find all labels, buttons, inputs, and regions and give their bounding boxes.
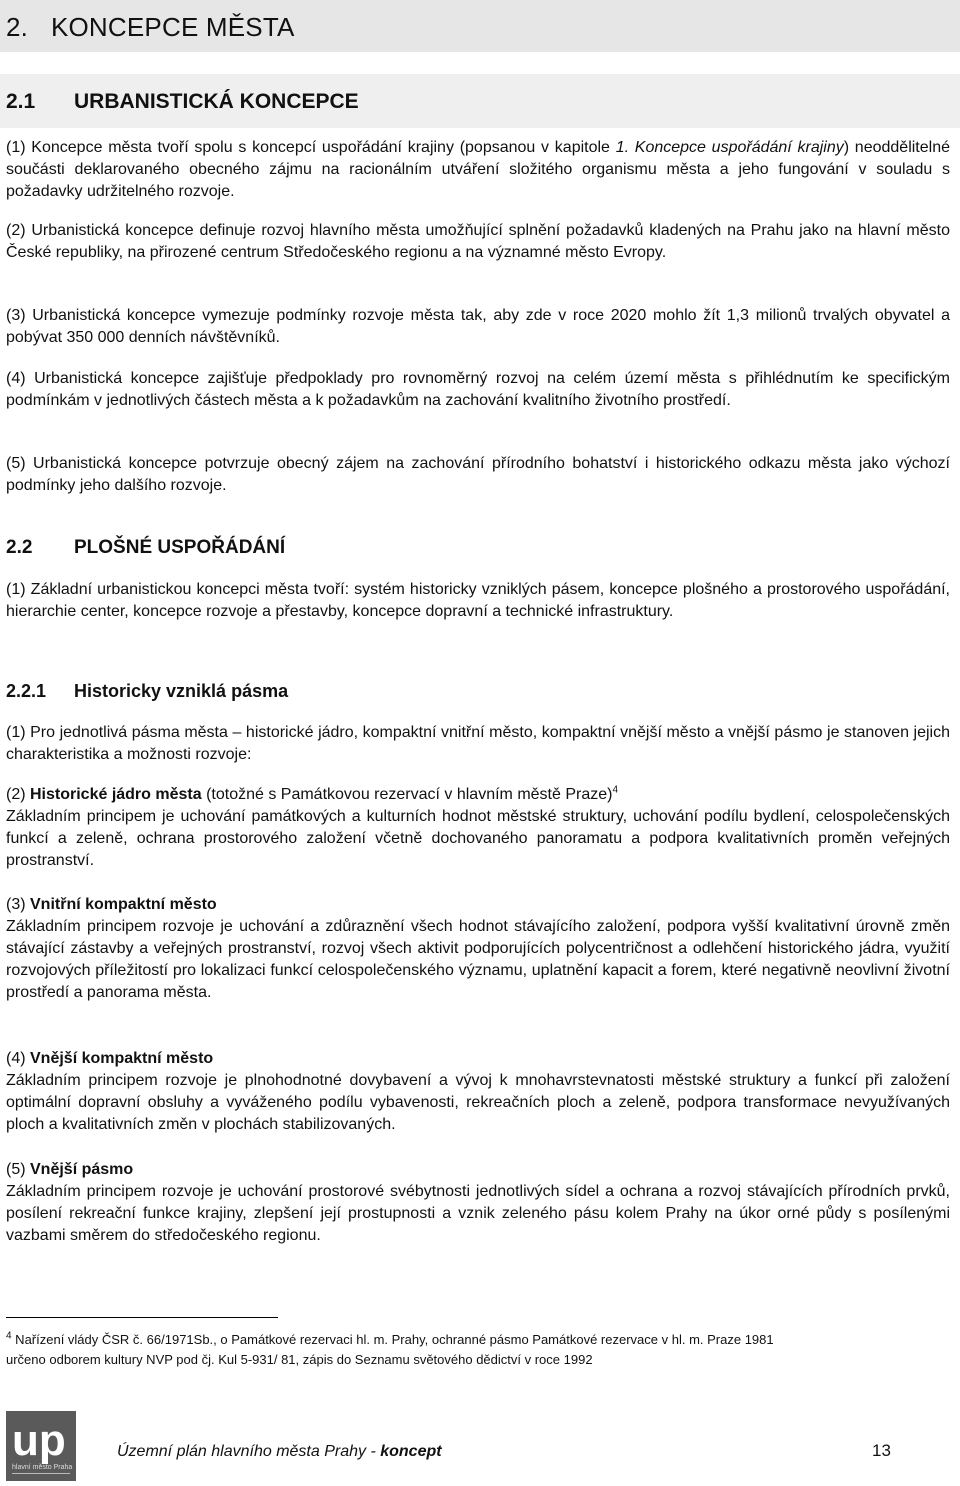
section-heading-2-2 — [6, 535, 285, 561]
footer-title-bold: koncept — [380, 1443, 442, 1460]
paragraph-2-2-1-5 — [6, 1159, 950, 1247]
page-number: 13 — [872, 1441, 891, 1460]
text-run-bold: Vnější kompaktní město — [30, 1050, 214, 1067]
paragraph-2-1-3: (3) Urbanistická koncepce vymezuje podmínky rozvoje města tak, aby zde v roce 2020 mohlo žít 1,3 milionů trvalých obyvatel a pobývat 350 000 denních návštěvníků. — [6, 307, 950, 346]
text-run: (2) — [6, 786, 30, 803]
text-run-italic: 1. Koncepce uspořádání krajiny — [615, 139, 844, 156]
paragraph-2-1-5: (5) Urbanistická koncepce potvrzuje obecný zájem na zachování přírodního bohatství i historického odkazu města jako výchozí podmínky jeho dalšího rozvoje. — [6, 455, 950, 494]
chapter-title: KONCEPCE MĚSTA — [50, 12, 295, 42]
subsection-heading-2-2-1 — [6, 678, 288, 704]
footnote-line-2: určeno odborem kultury NVP pod čj. Kul 5-931/ 81, zápis do Seznamu světového dědictví v roce 1992 — [6, 1352, 593, 1367]
paragraph-lead — [6, 1159, 950, 1181]
footnote-mark: 4 — [6, 1330, 12, 1342]
paragraph-2-1-1 — [6, 137, 950, 203]
paragraph-body: Základním principem rozvoje je plnohodnotné dovybavení a vývoj k mnohavrstevnatosti městské struktury a funkcí při založení optimální dopravní obsluhy a vyváženého podílu vybavenosti, rekreačních ploch a zeleně, podpora transformace nevyužívaných ploch a kvalitativních změn v plochách stabilizovaných. — [6, 1072, 950, 1133]
text-run: (1) Koncepce města tvoří spolu s koncepcí uspořádání krajiny (popsanou v kapitole — [6, 139, 616, 156]
section-number: 2.1 — [6, 90, 36, 113]
up-logo — [6, 1411, 76, 1481]
footnote-line-1 — [6, 1332, 774, 1347]
footer-title-normal: Územní plán hlavního města Prahy - — [117, 1443, 381, 1460]
logo-subtitle: hlavní město Praha — [12, 1464, 73, 1471]
chapter-heading — [0, 0, 960, 52]
paragraph-body: Základním principem rozvoje je uchování a zdůraznění všech hodnot stávajícího založení, podpora vyšší kvalitativní úrovně změn stávající zástavby a veřejných prostranství, rozvoj všech aktivit podporujících polycentričnost a odlehčení historického jádra, využití rozvojových příležitostí pro lokalizaci funkcí celospolečenského významu, uplatnění kapacit a forem, které negativně neovlivní životní prostředí a panorama města. — [6, 918, 950, 1001]
text-run-bold: Vnější pásmo — [30, 1161, 134, 1178]
footnote-text: Nařízení vlády ČSR č. 66/1971Sb., o Památkové rezervaci hl. m. Prahy, ochranné pásmo Památkové rezervace v hl. m. Praze 1981 — [11, 1332, 774, 1347]
paragraph-2-2-1-3 — [6, 894, 950, 1004]
paragraph-2-1-4: (4) Urbanistická koncepce zajišťuje předpoklady pro rovnoměrný rozvoj na celém území města s přihlédnutím ke specifickým podmínkám v jednotlivých částech města a k požadavkům na zachování kvalitního životního prostředí. — [6, 370, 950, 409]
text-run: ) neoddělitelné součásti deklarovaného obecného zájmu na racionálním utváření složitého organismu města a jeho fungování v souladu s požadavky udržitelného rozvoje. — [6, 139, 951, 200]
section-number: 2.2 — [6, 537, 33, 558]
text-run: (4) — [6, 1050, 30, 1067]
footnote-divider — [6, 1317, 278, 1318]
logo-mark: up — [12, 1416, 66, 1465]
paragraph-2-2-1-2 — [6, 784, 950, 872]
paragraph-lead — [6, 784, 950, 806]
text-run-bold: Vnitřní kompaktní město — [30, 896, 217, 913]
text-run: (5) — [6, 1161, 30, 1178]
paragraph-body: Základním principem je uchování památkových a kulturních hodnot městské struktury, uchování podílu bydlení, celospolečenských funkcí a zeleně, ochrana prostorového založení včetně dochovaného panoramatu a podpora kvalitativních proměn veřejných prostranství. — [6, 808, 950, 869]
paragraph-2-2-1-1: (1) Pro jednotlivá pásma města – historické jádro, kompaktní vnitřní město, kompaktní vnější město a vnější pásmo je stanoven jejich charakteristika a možnosti rozvoje: — [6, 724, 950, 763]
footnote — [6, 1330, 950, 1370]
paragraph-lead — [6, 1048, 950, 1070]
paragraph-lead — [6, 894, 950, 916]
paragraph-2-2-1: (1) Základní urbanistickou koncepci města tvoří: systém historicky vzniklých pásem, koncepce plošného a prostorového uspořádání, hierarchie center, koncepce rozvoje a přestavby, koncepce dopravní a technické infrastruktury. — [6, 581, 950, 620]
footer-document-title — [117, 1443, 442, 1461]
up-logo-graphic — [6, 1411, 76, 1481]
section-heading-2-1 — [0, 74, 960, 128]
chapter-number: 2. — [6, 12, 29, 42]
section-title: URBANISTICKÁ KONCEPCE — [74, 90, 359, 113]
text-run-bold: Historické jádro města — [30, 786, 202, 803]
text-run: (3) — [6, 896, 30, 913]
subsection-title: Historicky vzniklá pásma — [74, 681, 289, 701]
paragraph-body: Základním principem rozvoje je uchování prostorové svébytnosti jednotlivých sídel a ochrana a rozvoj stávajících přírodních prvků, posílení rekreační funkce krajiny, zlepšení její prostupnosti a vznik zeleného pásu kolem Prahy na úkor orné půdy s posílenými vazbami směrem do středočeského regionu. — [6, 1183, 950, 1244]
section-title: PLOŠNÉ USPOŘÁDÁNÍ — [74, 537, 286, 558]
text-run: (totožné s Památkovou rezervací v hlavním městě Praze) — [201, 786, 613, 803]
paragraph-2-2-1-4 — [6, 1048, 950, 1136]
paragraph-2-1-2: (2) Urbanistická koncepce definuje rozvoj hlavního města umožňující splnění požadavků kladených na Prahu jako na hlavní město České republiky, na přirozené centrum Středočeského regionu a na významné město Evropy. — [6, 222, 950, 261]
subsection-number: 2.2.1 — [6, 681, 47, 701]
footnote-ref: 4 — [612, 784, 619, 796]
